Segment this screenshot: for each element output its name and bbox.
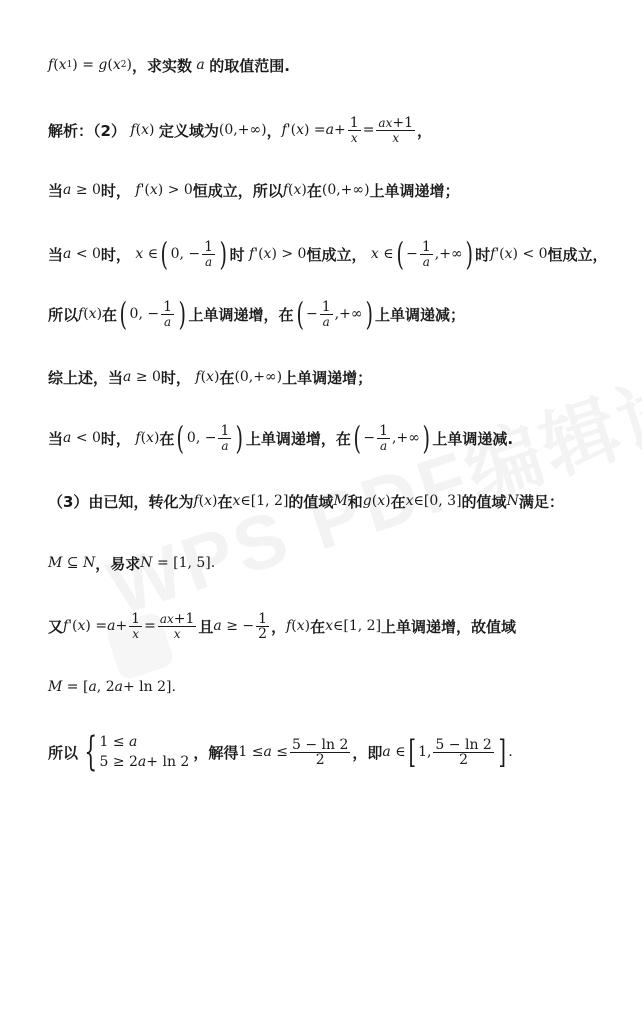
text-segment: 在	[102, 305, 118, 324]
math-line-3: 当 a ≥ 0 时， f '( x ) > 0 恒成立，所以 f ( x ) 在 (0,+∞) 上单调递增；	[48, 181, 460, 200]
text-segment: 恒成立，	[547, 245, 608, 264]
math-line-1: f ( x 1 ) = g ( x 2 ) ，求实数 a 的取值范围.	[48, 56, 290, 75]
text-segment: 的值域	[461, 492, 507, 511]
text-segment: 满足：	[518, 492, 564, 511]
text-segment: 在	[306, 181, 322, 200]
math-line-6: 综上述，当 a ≥ 0 时， f ( x ) 在 (0,+∞) 上单调递增；	[48, 368, 373, 387]
text-segment: 上单调递增，故值域	[381, 617, 517, 636]
text-segment: 上单调递增，在	[188, 305, 294, 324]
text-segment: 时，	[100, 181, 131, 200]
text-segment: 所以	[48, 305, 79, 324]
text-segment: 上单调递减；	[374, 305, 465, 324]
text-segment: 时，	[100, 245, 131, 264]
text-segment: 在	[217, 492, 233, 511]
math-line-4: 当 a < 0 时， x ∈ ( 0, − $\frac{1}{a}$ ) 时 f '( x ) > 0 恒成立， x ∈ ( − $\frac{1}{a}$ ,+∞ ) 时 f '( x ) < 0 恒成立，	[48, 235, 608, 273]
text-segment: ，	[416, 121, 432, 140]
math-line-5: 所以 f ( x ) 在 ( 0, − $\frac{1}{a}$ ) 上单调递增，在 ( − $\frac{1}{a}$ ,+∞ ) 上单调递减；	[48, 295, 465, 333]
text-segment: ，即	[352, 743, 383, 762]
text-segment: 在	[390, 492, 406, 511]
text-segment: 时	[475, 245, 491, 264]
text-segment: 又	[48, 617, 64, 636]
text-segment: 综上述，当	[48, 368, 124, 387]
text-segment: ，	[271, 617, 287, 636]
text-segment: （3）由已知，转化为	[48, 492, 194, 511]
text-segment: 的值域	[288, 492, 334, 511]
text-segment: 上单调递减.	[432, 429, 514, 448]
text-segment: 所以	[48, 743, 79, 762]
text-segment: 在	[310, 617, 326, 636]
text-segment: 的取值范围.	[209, 56, 290, 75]
text-segment: 当	[48, 181, 64, 200]
text-segment: 在	[219, 368, 235, 387]
text-segment: 定义域为	[158, 121, 219, 140]
text-segment: 上单调递增；	[369, 181, 460, 200]
text-segment: 和	[347, 492, 363, 511]
text-segment: 当	[48, 245, 64, 264]
math-line-9: M ⊆ N ，易求 N = [1, 5].	[48, 554, 216, 573]
text-segment: ，易求	[95, 554, 141, 573]
text-segment: 恒成立，所以	[192, 181, 283, 200]
text-segment: 上单调递增；	[282, 368, 373, 387]
text-segment: 且	[198, 617, 214, 636]
math-line-12: 所以 { 1 ≤ a 5 ≥ 2a+ ln 2 ，解得 1 ≤ a ≤ $\frac{5 - \ln 2}{2}$ ，即 a ∈ [ 1, $\frac{5 - \ln 2}{2}$ ] .	[48, 729, 513, 775]
text-segment: 时	[229, 245, 245, 264]
text-segment: ，解得	[193, 743, 239, 762]
math-line-10: 又 f '( x ) = a + $\frac{1}{x}$ = $\frac{ax+1}{x}$ 且 a ≥ − $\frac{1}{2}$ ， f ( x ) 在 x ∈[1, 2] 上单调递增，故值域	[48, 610, 517, 642]
text-segment: 恒成立，	[306, 245, 367, 264]
math-line-11: M = [ a , 2 a + ln 2].	[48, 679, 176, 695]
math-line-8: （3）由已知，转化为 f ( x ) 在 x ∈[1, 2] 的值域 M 和 g ( x ) 在 x ∈[0, 3] 的值域 N 满足：	[48, 492, 564, 511]
text-segment: ，求实数	[131, 56, 192, 75]
math-line-2: 解析：（2） f ( x ) 定义域为 (0,+∞) ， f '( x ) = a + $\frac{1}{x}$ = $\frac{ax+1}{x}$ ，	[48, 114, 432, 145]
text-segment: 当	[48, 429, 64, 448]
text-segment: 在	[159, 429, 175, 448]
text-segment: 时，	[160, 368, 191, 387]
math-line-7: 当 a < 0 时， f ( x ) 在 ( 0, − $\frac{1}{a}$ ) 上单调递增，在 ( − $\frac{1}{a}$ ,+∞ ) 上单调递减.	[48, 419, 514, 457]
text-segment: 解析：（2）	[48, 121, 126, 140]
text-segment: 时，	[100, 429, 131, 448]
text-segment: 上单调递增，在	[245, 429, 351, 448]
